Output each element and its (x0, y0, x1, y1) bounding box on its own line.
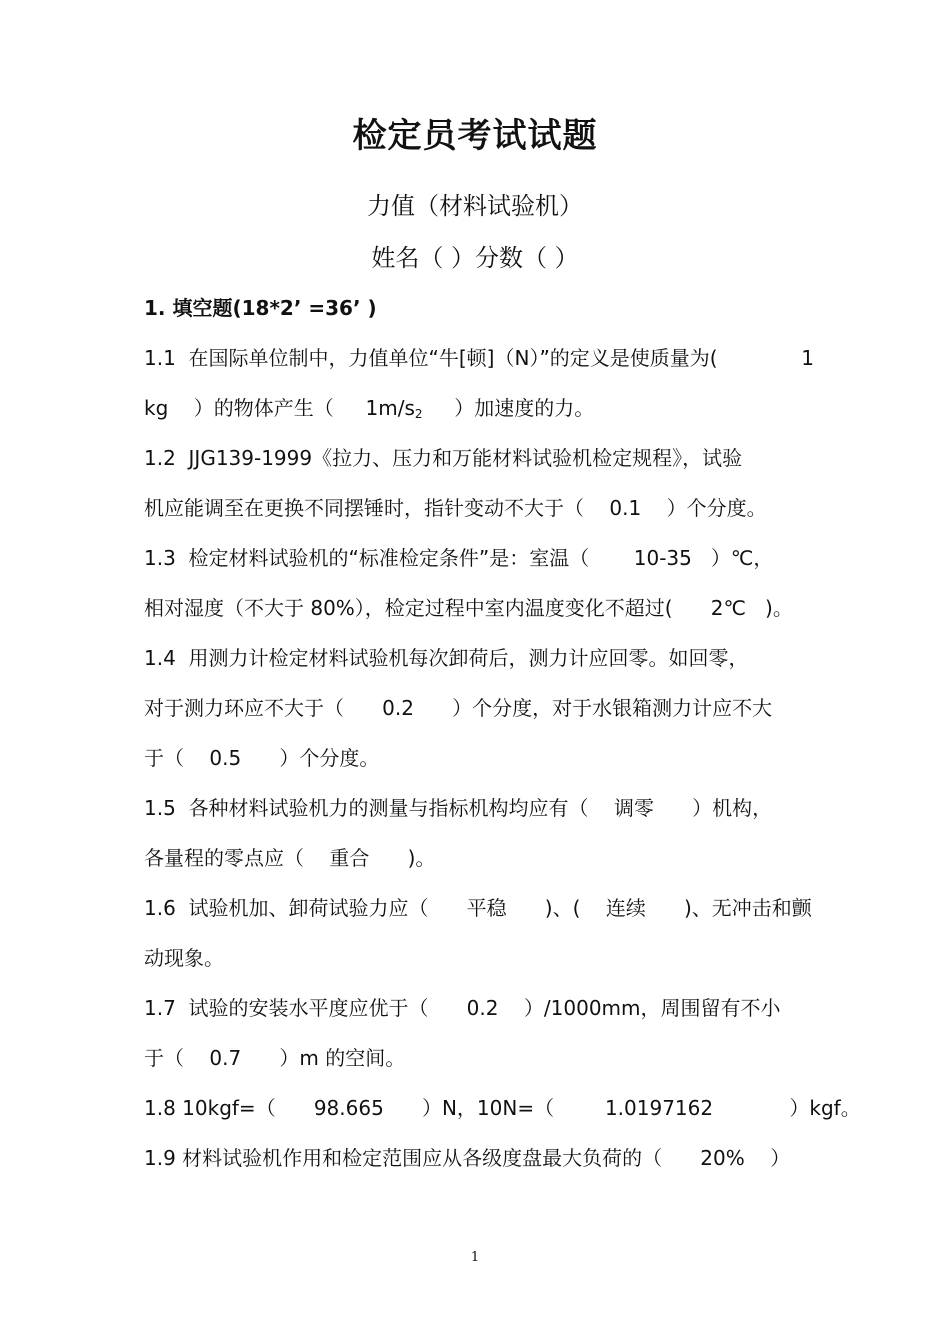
section-heading: 1. 填空题(18*2’ =36’ ) (144, 296, 377, 320)
question-1-3-line-1: 1.3 检定材料试验机的“标准检定条件”是：室温（ 10-35 ）℃， (144, 546, 774, 570)
question-1-8-line-1: 1.8 10kgf=（ 98.665 ）N，10N=（ 1.0197162 ）kgf。 (144, 1096, 861, 1120)
exam-content (144, 283, 861, 1183)
question-1-1-line-2 (144, 383, 814, 433)
question-1-1-text: 1.1 在国际单位制中，力值单位“牛[顿]（N）”的定义是使质量为( (144, 346, 718, 370)
question-1-7-line-2: 于（ 0.7 ）m 的空间。 (144, 1046, 406, 1070)
question-1-4-line-3: 于（ 0.5 ）个分度。 (144, 746, 380, 770)
question-1-1-text-2: kg ）的物体产生（ 1m/s (144, 396, 415, 420)
question-1-9-line-1: 1.9 材料试验机作用和检定范围应从各级度盘最大负荷的（ 20% ） (144, 1146, 791, 1170)
question-1-1-answer-digit: 1 (801, 346, 814, 370)
document-subtitle: 力值（材料试验机） (367, 192, 583, 220)
document-title: 检定员考试试题 (352, 116, 598, 156)
question-1-5-line-1: 1.5 各种材料试验机力的测量与指标机构均应有（ 调零 ）机构， (144, 796, 773, 820)
name-score-line: 姓名（ ）分数（ ） (371, 244, 579, 272)
page-number: 1 (470, 1250, 480, 1265)
question-1-1-line-1 (144, 333, 814, 383)
question-1-6-line-1: 1.6 试验机加、卸荷试验力应（ 平稳 )、( 连续 )、无冲击和颤 (144, 896, 812, 920)
question-1-6-line-2: 动现象。 (144, 946, 224, 970)
question-1-2-line-2: 机应能调至在更换不同摆锤时，指针变动不大于（ 0.1 ）个分度。 (144, 496, 767, 520)
question-1-5-line-2: 各量程的零点应（ 重合 )。 (144, 846, 436, 870)
question-1-2-line-1: 1.2 JJG139-1999《拉力、压力和万能材料试验机检定规程》，试验 (144, 446, 743, 470)
superscript-2: 2 (414, 407, 423, 421)
question-1-4-line-2: 对于测力环应不大于（ 0.2 ）个分度，对于水银箱测力计应不大 (144, 696, 773, 720)
question-1-1-text-3: ）加速度的力。 (422, 396, 595, 420)
question-1-3-line-2: 相对湿度（不大于 80%），检定过程中室内温度变化不超过( 2℃ )。 (144, 596, 793, 620)
question-1-4-line-1: 1.4 用测力计检定材料试验机每次卸荷后，测力计应回零。如回零， (144, 646, 749, 670)
question-1-7-line-1: 1.7 试验的安装水平度应优于（ 0.2 ）/1000mm，周围留有不小 (144, 996, 781, 1020)
